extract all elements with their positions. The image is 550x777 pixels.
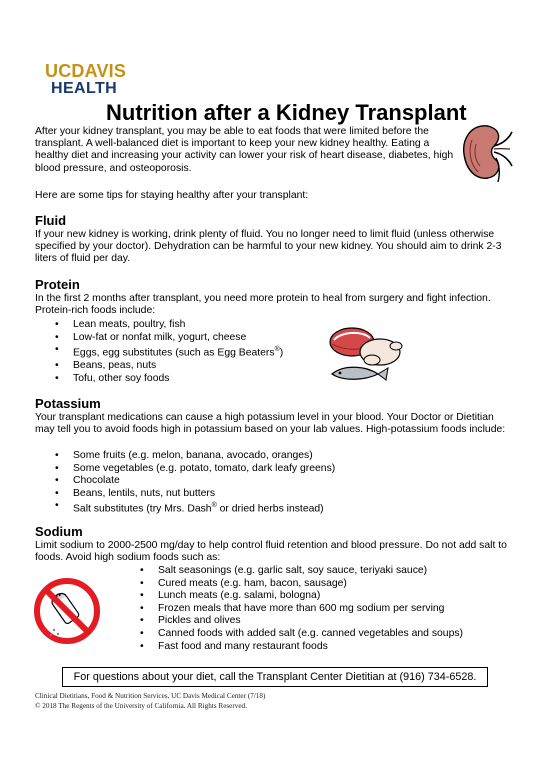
protein-food-list [45,319,283,385]
protein-foods-icon [322,322,410,386]
list-item: • Tofu, other soy foods [45,373,283,386]
list-item-tail: or dried herbs instead) [216,503,324,515]
page-title: Nutrition after a Kidney Transplant [106,100,467,125]
fluid-heading: Fluid [35,213,67,228]
registered-mark: ® [274,346,280,354]
list-item-text: Eggs, egg substitutes (such as Egg Beaters [73,347,275,359]
list-item: • Beans, peas, nuts [45,360,283,373]
potassium-food-list [45,450,335,516]
list-item: • Some fruits (e.g. melon, banana, avocado, oranges) [45,450,335,463]
protein-heading: Protein [35,277,80,292]
logo-uc [45,61,126,81]
ucdavis-health-logo [45,61,127,97]
credits [35,692,265,711]
protein-paragraph: In the first 2 months after transplant, you need more protein to heal from surgery and fight infection. Protein-rich foods include: [35,293,491,317]
potassium-heading: Potassium [35,396,101,411]
list-item: • Lunch meats (e.g. salami, bologna) [130,590,463,603]
dietitian-contact-box: For questions about your diet, call the Transplant Center Dietitian at (916) 734-6528. [62,667,488,687]
list-item: • Canned foods with added salt (e.g. canned vegetables and soups) [130,628,463,641]
logo-health-text: HEALTH [51,80,118,97]
list-item [45,500,335,516]
sodium-food-list [130,565,463,653]
logo-uc-text: UC [45,61,72,81]
sodium-paragraph: Limit sodium to 2000-2500 mg/day to help control fluid retention and blood pressure. Do not add salt to foods. Avoid high sodium foods such as: [35,540,507,564]
list-item [45,344,283,360]
list-item: • Some vegetables (e.g. potato, tomato, dark leafy greens) [45,463,335,476]
list-item: • Beans, lentils, nuts, nut butters [45,488,335,501]
potassium-paragraph: Your transplant medications can cause a high potassium level in your blood. Your Doctor or Dietitian may tell you to avoid foods high in potassium based on your lab values. High-potassium foods include: [35,412,506,436]
list-item: • Cured meats (e.g. ham, bacon, sausage) [130,578,463,591]
list-item: • Lean meats, poultry, fish [45,319,283,332]
sodium-heading: Sodium [35,524,83,539]
no-salt-icon [32,576,102,646]
copyright-line: © 2018 The Regents of the University of California. All Rights Reserved. [35,701,247,710]
list-item-text: Salt substitutes (try Mrs. Dash [73,503,212,515]
list-item: • Salt seasonings (e.g. garlic salt, soy sauce, teriyaki sauce) [130,565,463,578]
credits-line-1: Clinical Dietitians, Food & Nutrition Services, UC Davis Medical Center (7/18) [35,692,266,700]
list-item: • Chocolate [45,475,335,488]
fluid-paragraph: If your new kidney is working, drink plenty of fluid. You no longer need to limit fluid (unless otherwise specified by your doctor). Dehydration can be harmful to your new kidney. You should aim to drink 2-3 liters of fluid per day. [35,229,502,265]
list-item-close: ) [279,347,284,359]
logo-davis-text: DAVIS [71,61,127,81]
registered-mark: ® [211,502,217,510]
list-item: • Fast food and many restaurant foods [130,641,463,654]
tips-paragraph: Here are some tips for staying healthy after your transplant: [35,190,309,201]
list-item: • Low-fat or nonfat milk, yogurt, cheese [45,332,283,345]
kidney-icon [458,122,516,184]
list-item: • Frozen meals that have more than 600 mg sodium per serving [130,603,463,616]
list-item: • Pickles and olives [130,615,463,628]
intro-paragraph: After your kidney transplant, you may be able to eat foods that were limited before the transplant. A well-balanced diet is important to keep your new kidney healthy. Eating a healthy diet and increasing your activity can lower your risk of heart disease, diabetes, high blood pressure, and osteoporosis. [35,126,454,174]
